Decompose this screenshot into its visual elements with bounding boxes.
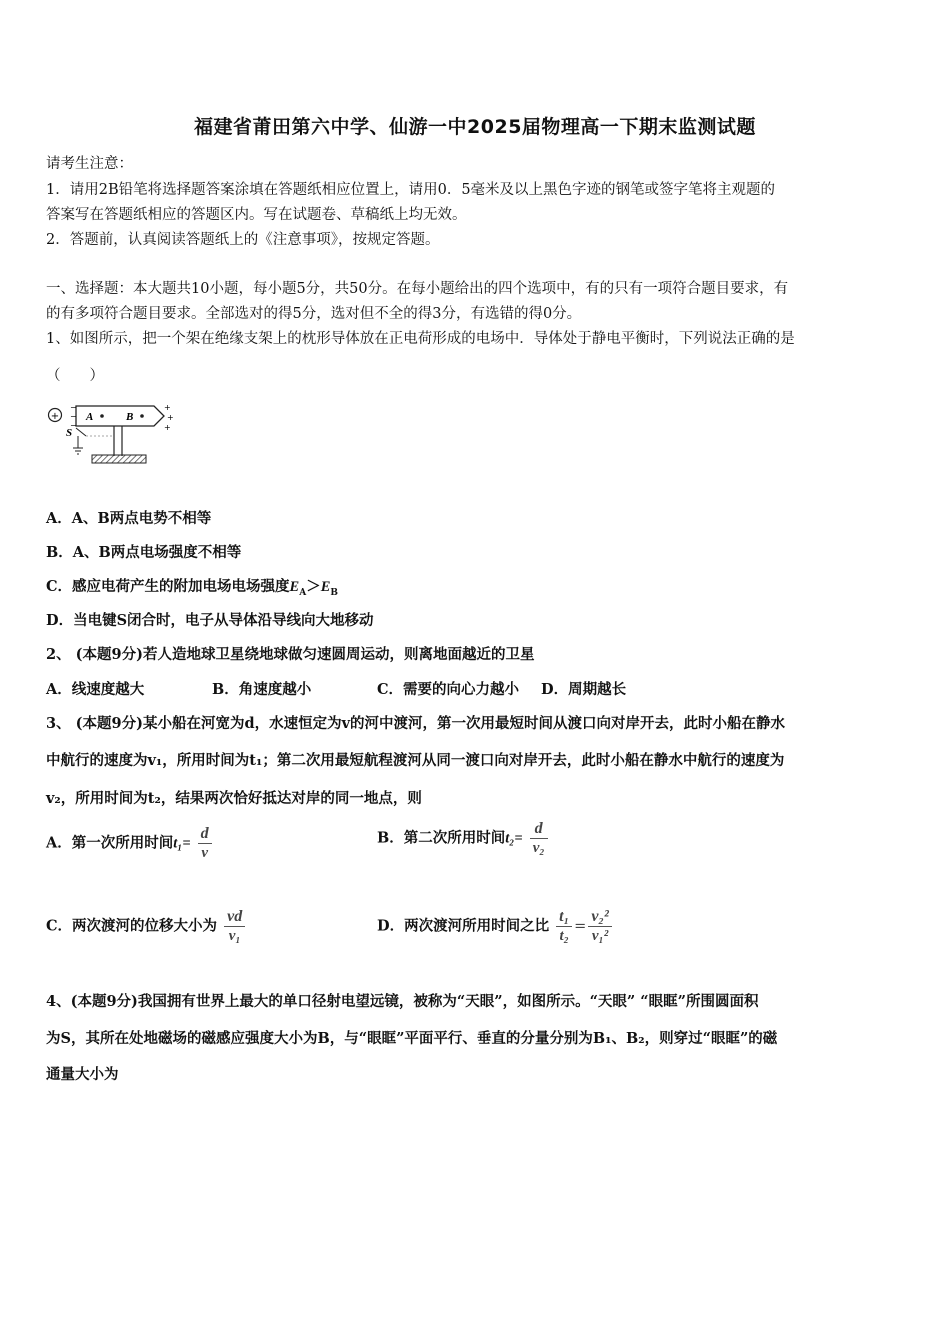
svg-text:+: + — [164, 423, 171, 432]
svg-text:+: + — [167, 413, 174, 422]
q3-stem-line-3: v₂，所用时间为t₂，结果两次恰好抵达对岸的同一地点，则 — [46, 790, 422, 807]
q1-conductor-diagram — [46, 398, 176, 468]
q1-stem: 1、如图所示，把一个架在绝缘支架上的枕形导体放在正电荷形成的电场中．导体处于静电平衡时，下列说法正确的是 — [46, 331, 795, 347]
q4-stem-line-1: 4、(本题9分)我国拥有世界上最大的单口径射电望远镜，被称为“天眼”，如图所示。“天眼” “眼眶”所围圆面积 — [46, 993, 759, 1010]
label-b: B — [126, 411, 134, 423]
q3-b-fraction: $\frac{d}{\text{v₂}}$ — [530, 820, 548, 857]
q1-option-b: B．A、B两点电场强度不相等 — [46, 544, 242, 561]
q1-option-a: A．A、B两点电势不相等 — [46, 510, 212, 527]
q3-c-fraction: $\frac{vd}{\text{v₁}}$ — [224, 908, 245, 945]
notice-item-2: 2．答题前，认真阅读答题纸上的《注意事项》，按规定答题。 — [46, 232, 440, 248]
q3-stem-line-1: 3、 (本题9分)某小船在河宽为d，水速恒定为v的河中渡河，第一次用最短时间从渡口向对岸开去，此时小船在静水 — [46, 715, 786, 732]
page-title: 福建省莆田第六中学、仙游一中2025届物理高一下期末监测试题 — [194, 116, 756, 138]
notice-item-1b: 答案写在答题纸相应的答题区内。写在试题卷、草稿纸上均无效。 — [46, 207, 467, 223]
q3-stem-line-2: 中航行的速度为v₁，所用时间为t₁；第二次用最短航程渡河从同一渡口向对岸开去，此时小船在静水中航行的速度为 — [46, 752, 785, 769]
section-instructions-1: 一、选择题：本大题共10小题，每小题5分，共50分。在每小题给出的四个选项中，有的只有一项符合题目要求，有 — [46, 281, 789, 297]
svg-text:−: − — [70, 412, 77, 421]
q2-option-d: D．周期越长 — [541, 681, 627, 698]
q2-option-b: B．角速度越小 — [212, 681, 312, 698]
svg-text:−: − — [70, 403, 77, 412]
q3-d-fraction-right: $\frac{\text{v₂²}}{\text{v₁²}}$ — [588, 908, 611, 945]
q3-option-b: B．第二次所用时间t₂= $\frac{d}{\text{v₂}}$ — [377, 820, 550, 857]
q1-paren: （ ） — [46, 368, 104, 384]
svg-text:+: + — [164, 403, 171, 412]
q3-option-c: C．两次渡河的位移大小为 $\frac{vd}{\text{v₁}}$ — [46, 908, 247, 945]
q3-a-fraction: $\frac{d}{v}$ — [198, 825, 212, 862]
q3-d-fraction-left: $\frac{\text{t₁}}{\text{t₂}}$ — [556, 908, 572, 945]
svg-text:+: + — [50, 411, 60, 422]
q2-option-a: A．线速度越大 — [46, 681, 145, 698]
q4-stem-line-3: 通量大小为 — [46, 1066, 119, 1083]
q3-option-d: D．两次渡河所用时间之比 $\frac{\text{t₁}}{\text{t₂}}$ = $\frac{\text{v₂²}}{\text{v₁²}}$ — [377, 908, 614, 945]
q1-option-c: C．感应电荷产生的附加电场电场强度$E_A>E_B$ — [46, 578, 338, 598]
q2-option-c: C．需要的向心力越小 — [377, 681, 520, 698]
switch-label: S — [66, 427, 73, 439]
q2-stem: 2、 (本题9分)若人造地球卫星绕地球做匀速圆周运动，则离地面越近的卫星 — [46, 646, 535, 663]
label-a: A — [86, 411, 94, 423]
notice-heading: 请考生注意： — [46, 156, 133, 172]
q1-option-d: D．当电键S闭合时，电子从导体沿导线向大地移动 — [46, 612, 374, 629]
q4-stem-line-2: 为S，其所在处地磁场的磁感应强度大小为B，与“眼眶”平面平行、垂直的分量分别为B₁、B₂，则穿过“眼眶”的磁 — [46, 1030, 778, 1047]
section-instructions-2: 的有多项符合题目要求。全部选对的得5分，选对但不全的得3分，有选错的得0分。 — [46, 306, 582, 322]
svg-text:−: − — [70, 421, 77, 430]
q3-option-a: A．第一次所用时间t₁= $\frac{d}{v}$ — [46, 825, 214, 862]
notice-item-1a: 1．请用2B铅笔将选择题答案涂填在答题纸相应位置上，请用0．5毫米及以上黑色字迹的钢笔或签字笔将主观题的 — [46, 182, 776, 198]
